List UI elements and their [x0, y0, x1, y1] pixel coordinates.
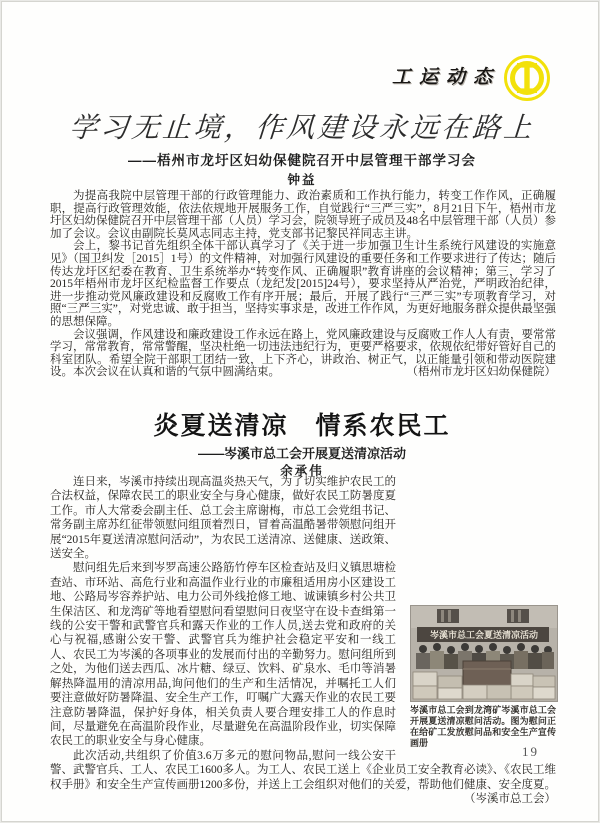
news-photo-figure: [410, 605, 556, 749]
article1-attribution: （梧州市龙圩区妇幼保健院）: [406, 366, 556, 379]
article1-author: 钟益: [287, 173, 317, 187]
article1-title: 学习无止境，作风建设永远在路上: [68, 111, 536, 144]
article2-subtitle: ——岑溪市总工会开展夏送清凉活动: [197, 446, 406, 461]
article2-paragraph-text: 此次活动,共组织了价值3.6万多元的慰问物品,慰问一线公安干警、武警官兵、工人、农民工1600多人。为工人、农民工送上《企业员工安全教育必读》、《农民工维权手册》和安全生产宣传画册1200多份，并送上工会组织对他们的关爱，帮助他们健康、安全度夏。: [50, 749, 556, 791]
article1-paragraph: 会上，黎书记首先组织全体干部认真学习了《关于进一步加强卫生计生系统行风建设的实施意见》（国卫纠发［2015］1号）的文件精神，对加强行风建设的重要任务和工作要求进行了传达；随后传达龙圩区纪委在教育、卫生系统举办“转变作风、正确履职”教育讲座的会议精神；第三，学习了2015年梧州市龙圩区纪检监督工作要点（龙纪发[2015]24号），要求坚持从严治党，严明政治纪律，进一步推动党风廉政建设和反腐败工作有序开展；最后，开展了践行“三严三实”专项教育学习，对照“三严三实”，对党忠诚、敢于担当，坚持实事求是，改进工作作风，为更好地服务群众提供最坚强的思想保障。: [50, 240, 556, 328]
photo-caption: 岑溪市总工会到龙湾矿岑溪市总工会开展夏送清凉慰问活动。图为慰问正在给矿工发放慰问品和安全生产宣传画册: [410, 705, 556, 748]
article2-attribution: （岑溪市总工会）: [464, 792, 556, 805]
article1-subtitle: ——梧州市龙圩区妇幼保健院召开中层管理干部学习会: [128, 153, 476, 168]
masthead-title: 工运动态: [391, 67, 500, 88]
article2-title: 炎夏送清凉 情系农民工: [153, 412, 451, 440]
magazine-page: [1, 1, 599, 822]
article1-body: [50, 190, 556, 379]
article2-paragraph: 慰问组先后来到岑罗高速公路筋竹停车区检查站及归义镇思塘检查站、市环站、高危行业和高温作业行业的市廉租适用房小区建设工地、公路局岑容养护站、电力公司外线抢修工地、诚谏镇乡村公共卫生保洁区、和龙湾矿等地看望慰问看望慰问日夜坚守在设卡查缉第一线的公安干警和武警官兵和露天作业的工作人员,送去党和政府的关心与祝福,感谢公安干警、武警官兵为维护社会稳定平安和一线工人、农民工为岑溪的各项事业的发展而付出的辛勤努力。慰问组所到之处，为他们送去西瓜、冰片糖、绿豆、饮料、矿泉水、毛巾等消暑解热降温用的清凉用品,询问他们的生产和生活情况，并嘱托工人们要注意做好防暑降温、安全生产工作，叮嘱广大露天作业的农民工要注意防暑降温，保护好身体，相关负责人要合理安排工人的作息时间，尽量避免在高温阶段作业，尽量避免在高温阶段作业，切实保障农民工的职业安全与身心健康。: [50, 562, 396, 748]
article2-paragraph: 连日来，岑溪市持续出现高温炎热天气，为了切实维护农民工的合法权益，保障农民工的职业安全与身心健康，做好农民工防暑度夏工作。市人大常委会副主任、总工会主席谢梅，市总工会党组书记、常务副主席苏红征带领慰问组顶着烈日，冒着高温酷暑带领慰问组开展“2015年夏送清凉慰问活动”，为农民工送清凉、送健康、送政策、送安全。: [50, 476, 396, 561]
news-photo: [410, 605, 558, 702]
article1-paragraph-text: 会议强调，作风建设和廉政建设工作永远在路上，党风廉政建设与反腐败工作人人有责，要常常学习，常常教育，常常警醒，坚决杜绝一切违法违纪行为，更要严格要求，依规依纪带好管好自己的科室团队。希望全院干部职工团结一致，上下齐心，讲政治、树正气，以正能量引领和带动医院建设。本次会议在认真和谐的气氛中圆满结束。: [50, 328, 556, 379]
article2-paragraph: [50, 749, 556, 805]
article1-paragraph: 为提高我院中层管理干部的行政管理能力、政治素质和工作执行能力，转变工作作风，正确履职，提高行政管理效能，依法依规地开展服务工作，自觉践行“三严三实”，8月21日下午，梧州市龙圩区妇幼保健院召开中层管理干部（人员）学习会，院领导班子成员及48名中层管理干部（人员）参加了会议。会议由副院长莫风志同志主持，党支部书记黎民祥同志主讲。: [50, 190, 556, 240]
article2-body: [50, 475, 556, 806]
photo-banner-text: 岑溪市总工会夏送清凉活动: [429, 630, 539, 640]
article1-paragraph: [50, 329, 556, 379]
article2-author: 余承伟: [280, 464, 324, 478]
union-emblem-icon: [503, 54, 551, 102]
page-number: 19: [522, 744, 539, 759]
